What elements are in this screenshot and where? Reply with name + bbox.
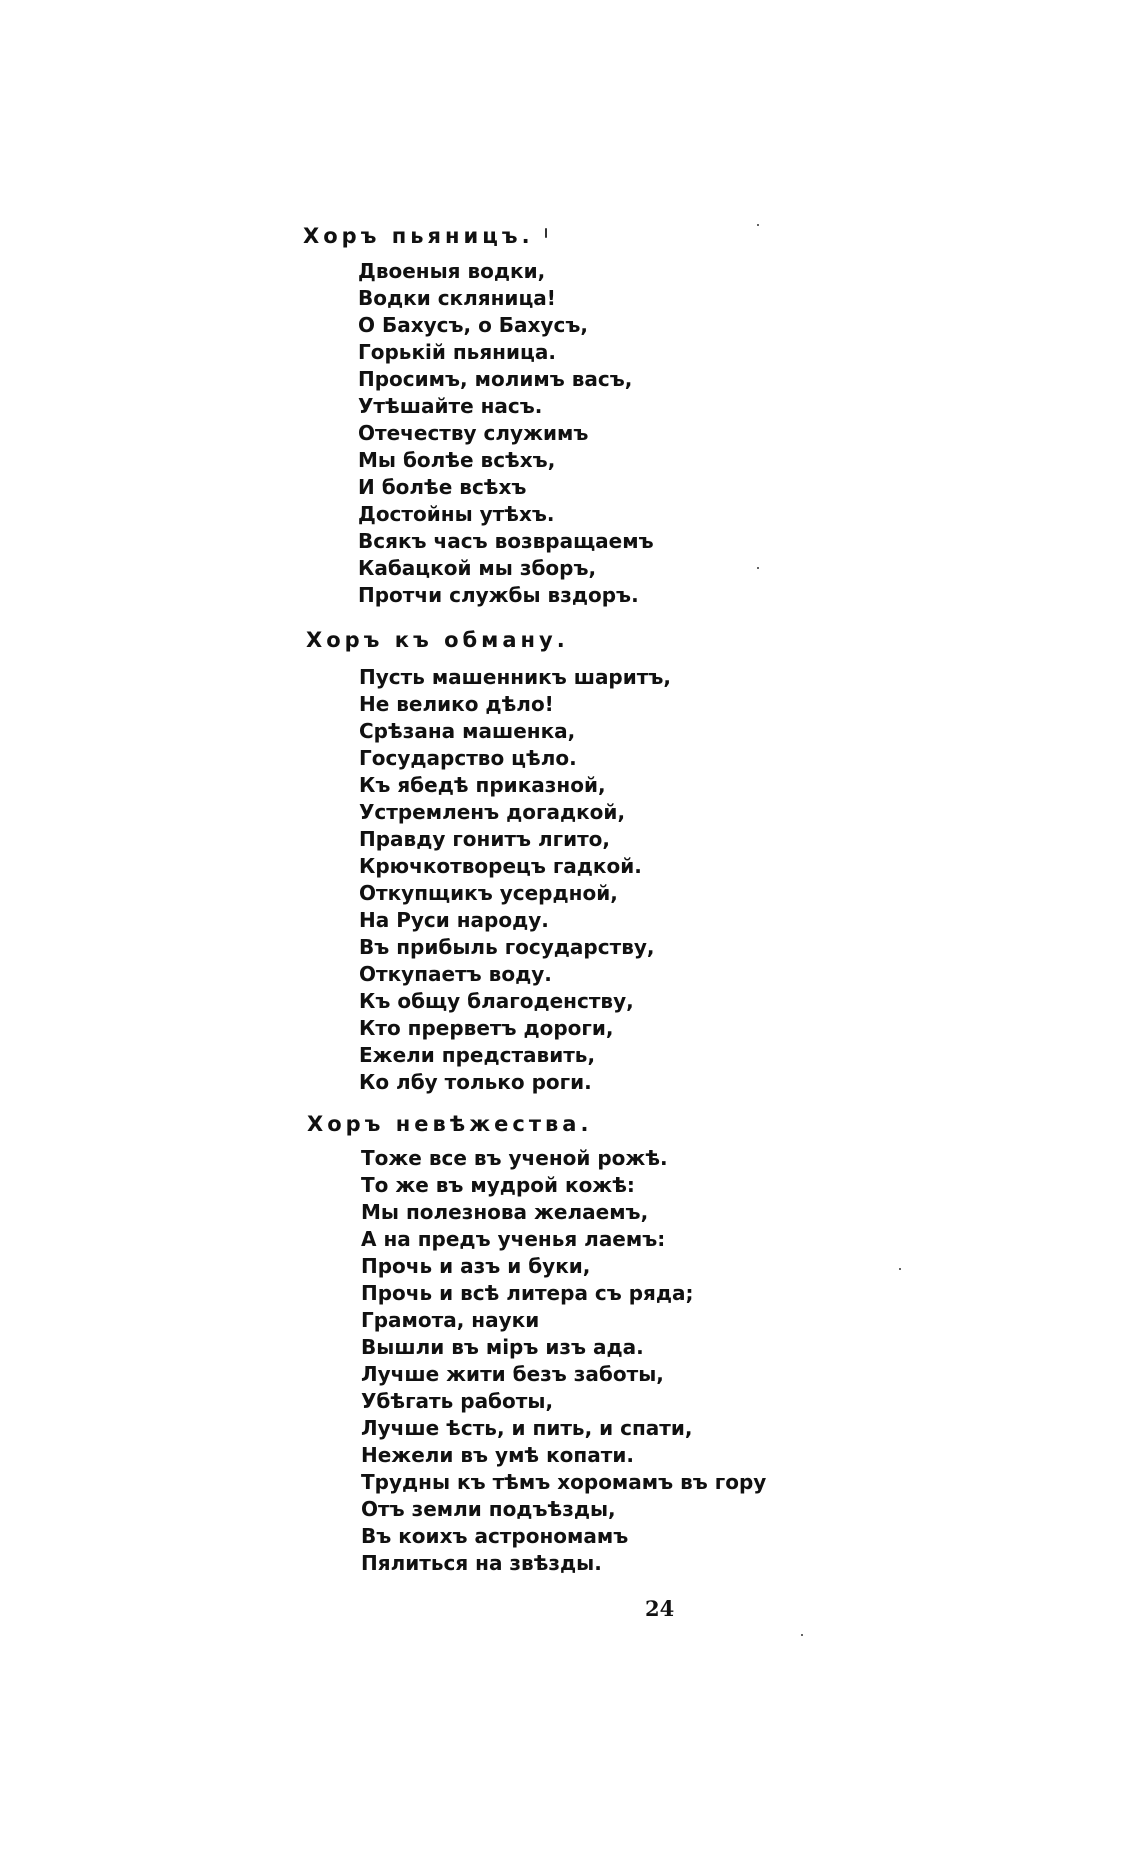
verse-line: Лучше жити безъ заботы, [361, 1362, 664, 1386]
verse-line: Устремленъ догадкой, [359, 800, 626, 824]
print-speck [545, 228, 547, 238]
print-speck [801, 1634, 803, 1636]
verse-line: На Руси народу. [359, 908, 549, 932]
section-heading-drunkards: Хоръ пьяницъ. [303, 224, 534, 248]
verse-line: Достойны утѣхъ. [358, 502, 555, 526]
verse-line: Утѣшайте насъ. [358, 394, 543, 418]
verse-line: Къ ябедѣ приказной, [359, 773, 606, 797]
verse-line: Правду гонитъ лгито, [359, 827, 611, 851]
verse-line: Прочь и всѣ литера съ ряда; [361, 1281, 694, 1305]
verse-line: Отъ земли подъѣзды, [361, 1497, 616, 1521]
verse-line: Срѣзана машенка, [359, 719, 576, 743]
print-speck [757, 567, 759, 569]
section-heading-ignorance: Хоръ невѣжества. [307, 1112, 593, 1136]
verse-line: Лучше ѣсть, и пить, и спати, [361, 1416, 693, 1440]
verse-ignorance [361, 1145, 766, 1577]
verse-line: Пялиться на звѣзды. [361, 1551, 602, 1575]
verse-line: Грамота, науки [361, 1308, 540, 1332]
verse-line: Ко лбу только роги. [359, 1070, 592, 1094]
page-number: 24 [645, 1596, 675, 1621]
verse-line: Трудны къ тѣмъ хоромамъ въ гору [361, 1470, 767, 1494]
verse-line: Водки скляница! [358, 286, 556, 310]
verse-line: Въ прибыль государству, [359, 935, 655, 959]
verse-line: Не велико дѣло! [359, 692, 554, 716]
verse-line: О Бахусъ, о Бахусъ, [358, 313, 588, 337]
verse-line: Крючкотворецъ гадкой. [359, 854, 642, 878]
verse-line: Ежели представить, [359, 1043, 596, 1067]
verse-line: Тоже все въ ученой рожѣ. [361, 1146, 668, 1170]
verse-line: Къ общу благоденству, [359, 989, 634, 1013]
verse-line: То же въ мудрой кожѣ: [361, 1173, 635, 1197]
verse-line: Вышли въ міръ изъ ада. [361, 1335, 644, 1359]
verse-line: Всякъ часъ возвращаемъ [358, 529, 654, 553]
verse-line: Государство цѣло. [359, 746, 577, 770]
verse-line: Убѣгать работы, [361, 1389, 554, 1413]
verse-line: Кабацкой мы зборъ, [358, 556, 597, 580]
verse-line: Нежели въ умѣ копати. [361, 1443, 634, 1467]
verse-line: Двоеныя водки, [358, 259, 546, 283]
verse-drunkards [358, 258, 654, 609]
verse-deceit [359, 664, 671, 1096]
print-speck [899, 1268, 901, 1270]
verse-line: А на предъ ученья лаемъ: [361, 1227, 666, 1251]
verse-line: Просимъ, молимъ васъ, [358, 367, 633, 391]
verse-line: Мы болѣе всѣхъ, [358, 448, 556, 472]
verse-line: Откупщикъ усердной, [359, 881, 618, 905]
verse-line: Въ коихъ астрономамъ [361, 1524, 629, 1548]
verse-line: Кто прерветъ дороги, [359, 1016, 614, 1040]
verse-line: Отечеству служимъ [358, 421, 589, 445]
verse-line: И болѣе всѣхъ [358, 475, 527, 499]
verse-line: Мы полезнова желаемъ, [361, 1200, 649, 1224]
verse-line: Горькій пьяница. [358, 340, 556, 364]
section-heading-deceit: Хоръ къ обману. [306, 628, 569, 652]
verse-line: Прочь и азъ и буки, [361, 1254, 591, 1278]
verse-line: Откупаетъ воду. [359, 962, 552, 986]
verse-line: Пусть машенникъ шаритъ, [359, 665, 671, 689]
verse-line: Протчи службы вздоръ. [358, 583, 639, 607]
print-speck [757, 224, 759, 226]
